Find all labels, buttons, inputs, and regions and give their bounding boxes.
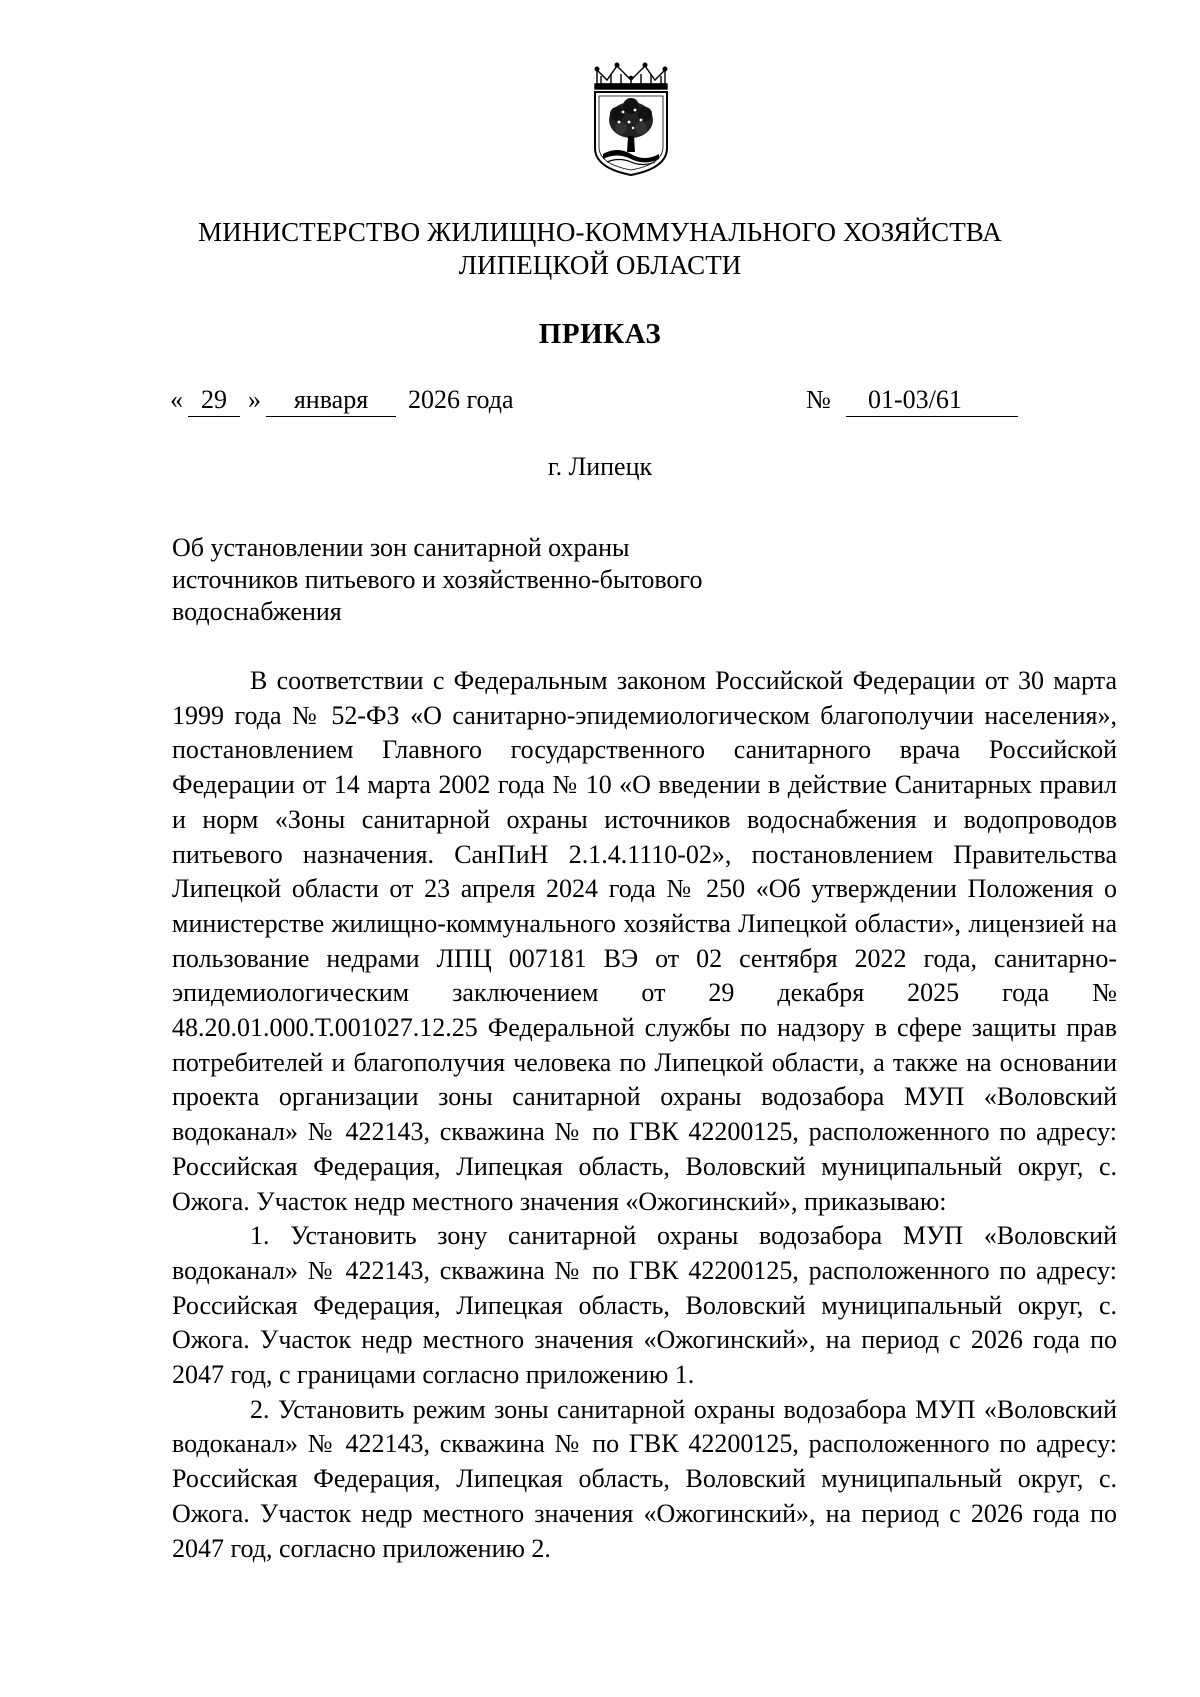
date-close-quote: » bbox=[248, 385, 261, 414]
date-number-row bbox=[0, 384, 1200, 424]
order-subject bbox=[172, 532, 792, 628]
document-type-title: ПРИКАЗ bbox=[538, 318, 662, 350]
date-year: 2026 года bbox=[408, 385, 514, 414]
subject-line: водоснабжения bbox=[172, 597, 342, 626]
subject-line: Об установлении зон санитарной охраны bbox=[172, 533, 630, 562]
ministry-name-line-1: МИНИСТЕРСТВО ЖИЛИЩНО-КОММУНАЛЬНОГО ХОЗЯЙСТВА bbox=[198, 217, 1002, 247]
city-name: г. Липецк bbox=[547, 452, 653, 481]
preamble-paragraph: В соответствии с Федеральным законом Российской Федерации от 30 марта 1999 года № 52-ФЗ «О санитарно-эпидемиологическом благополучии населения», постановлением Главного государственного санитарного врача Российской Федерации от 14 марта 2002 года № 10 «О введении в действие Санитарных правил и норм «Зоны санитарной охраны источников водоснабжения и водопроводов питьевого назначения. СанПиН 2.1.4.1110-02», постановлением Правительства Липецкой области от 23 апреля 2024 года № 250 «Об утверждении Положения о министерстве жилищно-коммунального хозяйства Липецкой области», лицензией на пользование недрами ЛПЦ 007181 ВЭ от 02 сентября 2022 года, санитарно-эпидемиологическим заключением от 29 декабря 2025 года № 48.20.01.000.Т.001027.12.25 Федеральной службы по надзору в сфере защиты прав потребителей и благополучия человека по Липецкой области, а также на основании проекта организации зоны санитарной охраны водозабора МУП «Воловский водоканал» № 422143, скважина № по ГВК 42200125, расположенного по адресу: Российская Федерация, Липецкая область, Воловский муниципальный округ, с. Ожога. Участок недр местного значения «Ожогинский», приказываю: bbox=[172, 666, 1117, 1216]
document-number: 01-03/61 bbox=[846, 384, 1018, 417]
date-open-quote: « bbox=[170, 385, 183, 414]
lipetsk-oblast-coat-of-arms-icon bbox=[589, 62, 673, 177]
date-day: 29 bbox=[188, 384, 240, 417]
order-item-2: 2. Установить режим зоны санитарной охраны водозабора МУП «Воловский водоканал» № 422143, скважина № по ГВК 42200125, расположенного по адресу: Российская Федерация, Липецкая область, Воловский муниципальный округ, с. Ожога. Участок недр местного значения «Ожогинский», на период с 2026 года по 2047 год, согласно приложению 2. bbox=[172, 1394, 1117, 1563]
ministry-name-line-2: ЛИПЕЦКОЙ ОБЛАСТИ bbox=[458, 250, 742, 280]
subject-line: источников питьевого и хозяйственно-бытового bbox=[172, 565, 703, 594]
order-item-1: 1. Установить зону санитарной охраны водозабора МУП «Воловский водоканал» № 422143, скважина № по ГВК 42200125, расположенного по адресу: Российская Федерация, Липецкая область, Воловский муниципальный округ, с. Ожога. Участок недр местного значения «Ожогинский», на период с 2026 года по 2047 год, с границами согласно приложению 1. bbox=[172, 1221, 1117, 1390]
order-body bbox=[172, 664, 1117, 1566]
number-sign: № bbox=[806, 385, 831, 414]
date-month: января bbox=[266, 384, 396, 417]
